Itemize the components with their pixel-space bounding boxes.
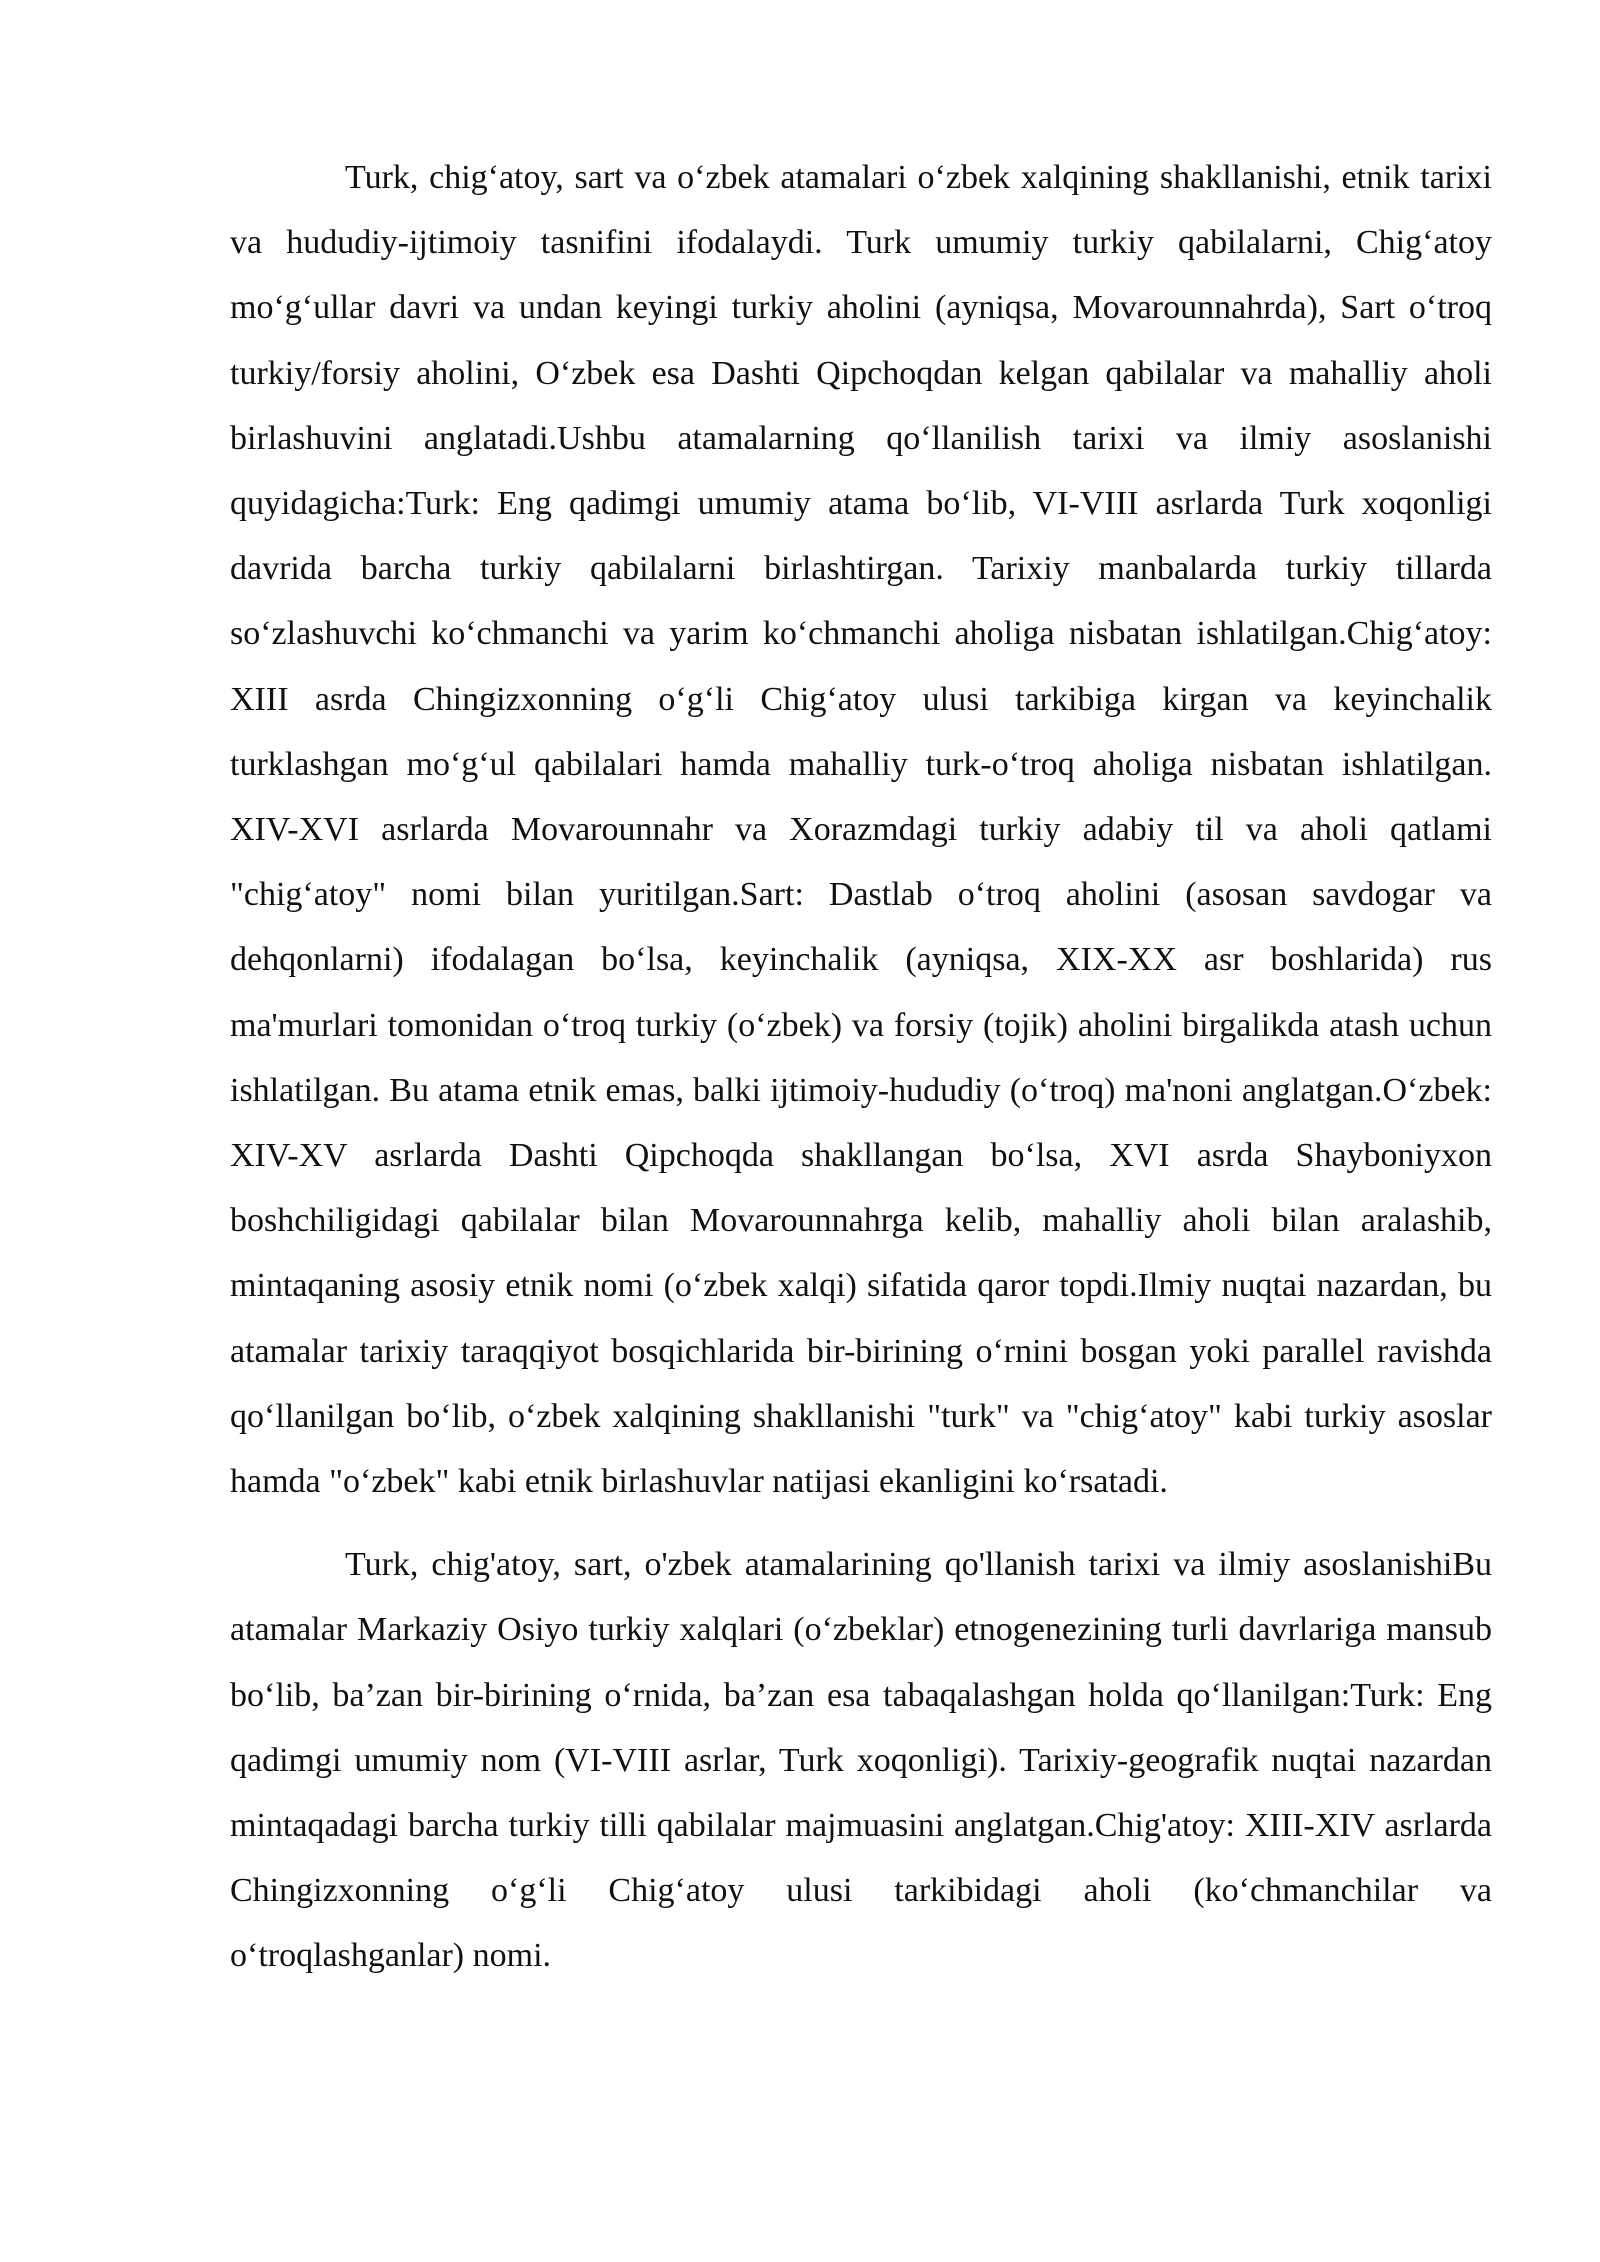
document-body	[230, 145, 1492, 1989]
paragraph-1: Turk, chig‘atoy, sart va o‘zbek atamalari o‘zbek xalqining shakllanishi, etnik tarixi va hududiy-ijtimoiy tasnifini ifodalaydi. Turk umumiy turkiy qabilalarni, Chig‘atoy mo‘g‘ullar davri va undan keyingi turkiy aholini (ayniqsa, Movarounnahrda), Sart o‘troq turkiy/forsiy aholini, O‘zbek esa Dashti Qipchoqdan kelgan qabilalar va mahalliy aholi birlashuvini anglatadi.Ushbu atamalarning qo‘llanilish tarixi va ilmiy asoslanishi quyidagicha:Turk: Eng qadimgi umumiy atama bo‘lib, VI-VIII asrlarda Turk xoqonligi davrida barcha turkiy qabilalarni birlashtirgan. Tarixiy manbalarda turkiy tillarda so‘zlashuvchi ko‘chmanchi va yarim ko‘chmanchi aholiga nisbatan ishlatilgan.Chig‘atoy: XIII asrda Chingizxonning o‘g‘li Chig‘atoy ulusi tarkibiga kirgan va keyinchalik turklashgan mo‘g‘ul qabilalari hamda mahalliy turk-o‘troq aholiga nisbatan ishlatilgan. XIV-XVI asrlarda Movarounnahr va Xorazmdagi turkiy adabiy til va aholi qatlami "chig‘atoy" nomi bilan yuritilgan.Sart: Dastlab o‘troq aholini (asosan savdogar va dehqonlarni) ifodalagan bo‘lsa, keyinchalik (ayniqsa, XIX-XX asr boshlarida) rus ma'murlari tomonidan o‘troq turkiy (o‘zbek) va forsiy (tojik) aholini birgalikda atash uchun ishlatilgan. Bu atama etnik emas, balki ijtimoiy-hududiy (o‘troq) ma'noni anglatgan.O‘zbek: XIV-XV asrlarda Dashti Qipchoqda shakllangan bo‘lsa, XVI asrda Shayboniyxon boshchiligidagi qabilalar bilan Movarounnahrga kelib, mahalliy aholi bilan aralashib, mintaqaning asosiy etnik nomi (o‘zbek xalqi) sifatida qaror topdi.Ilmiy nuqtai nazardan, bu atamalar tarixiy taraqqiyot bosqichlarida bir-birining o‘rnini bosgan yoki parallel ravishda qo‘llanilgan bo‘lib, o‘zbek xalqining shakllanishi "turk" va "chig‘atoy" kabi turkiy asoslar hamda "o‘zbek" kabi etnik birlashuvlar natijasi ekanligini ko‘rsatadi.	[230, 159, 1492, 1501]
paragraph-2: Turk, chig'atoy, sart, o'zbek atamalarining qo'llanish tarixi va ilmiy asoslanishiBu atamalar Markaziy Osiyo turkiy xalqlari (o‘zbeklar) etnogenezining turli davrlariga mansub bo‘lib, ba’zan bir-birining o‘rnida, ba’zan esa tabaqalashgan holda qo‘llanilgan:Turk: Eng qadimgi umumiy nom (VI-VIII asrlar, Turk xoqonligi). Tarixiy-geografik nuqtai nazardan mintaqadagi barcha turkiy tilli qabilalar majmuasini anglatgan.Chig'atoy: XIII-XIV asrlarda Chingizxonning o‘g‘li Chig‘atoy ulusi tarkibidagi aholi (ko‘chmanchilar va o‘troqlashganlar) nomi.	[230, 1546, 1492, 1975]
